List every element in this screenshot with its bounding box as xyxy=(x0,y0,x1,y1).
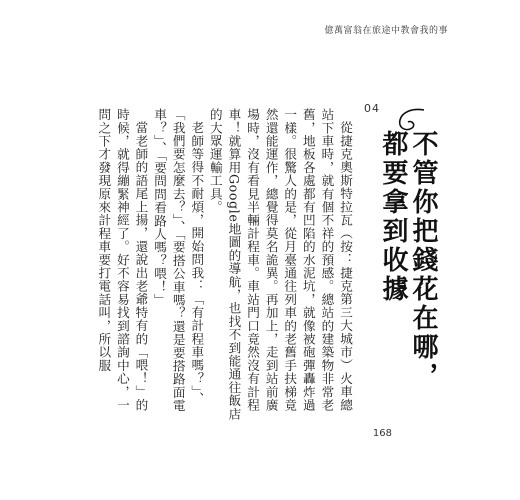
chapter-title-line-2: 都要拿到收據 xyxy=(378,130,408,304)
paragraph-1: 從捷克奧斯特拉瓦（按：捷克第三大城市）火車總站下車時，就有個不祥的預感。總站的建築物非常老舊，地板各處都有凹陷的水泥坑，就像被砲彈轟炸過一樣。很驚人的是，從月臺通往列車的老舊手扶梯竟然還能運作，總覺得莫名詭異。再加上，走到站前廣場時，沒有看見半輛計程車。車站門口竟然沒有計程車！就算用Google地圖的導航，也找不到能通往飯店的大眾運輸工具。 xyxy=(207,108,353,421)
page-number: 168 xyxy=(372,428,392,439)
chapter-heading xyxy=(360,98,450,428)
chapter-title xyxy=(378,130,438,430)
body-text xyxy=(96,108,354,424)
chapter-number: 04 xyxy=(364,102,380,115)
chapter-title-line-1: 不管你把錢花在哪， xyxy=(408,130,438,391)
paragraph-2: 老師等得不耐煩，開始問我：「有計程車嗎？」、「我們要怎麼去？」、「要搭公車嗎？還是要搭路面電車？」、「要問問看路人嗎？喂！」 xyxy=(152,108,205,413)
paragraph-3: 當老師的語尾上揚，還說出老爺特有的「喂！」的時候，就得繃緊神經了。好不容易找到諮詢中心，一問之下才發現原來計程車要打電話叫，所以服 xyxy=(96,108,149,412)
running-head: 億萬富翁在旅途中教會我的事 xyxy=(324,26,448,36)
